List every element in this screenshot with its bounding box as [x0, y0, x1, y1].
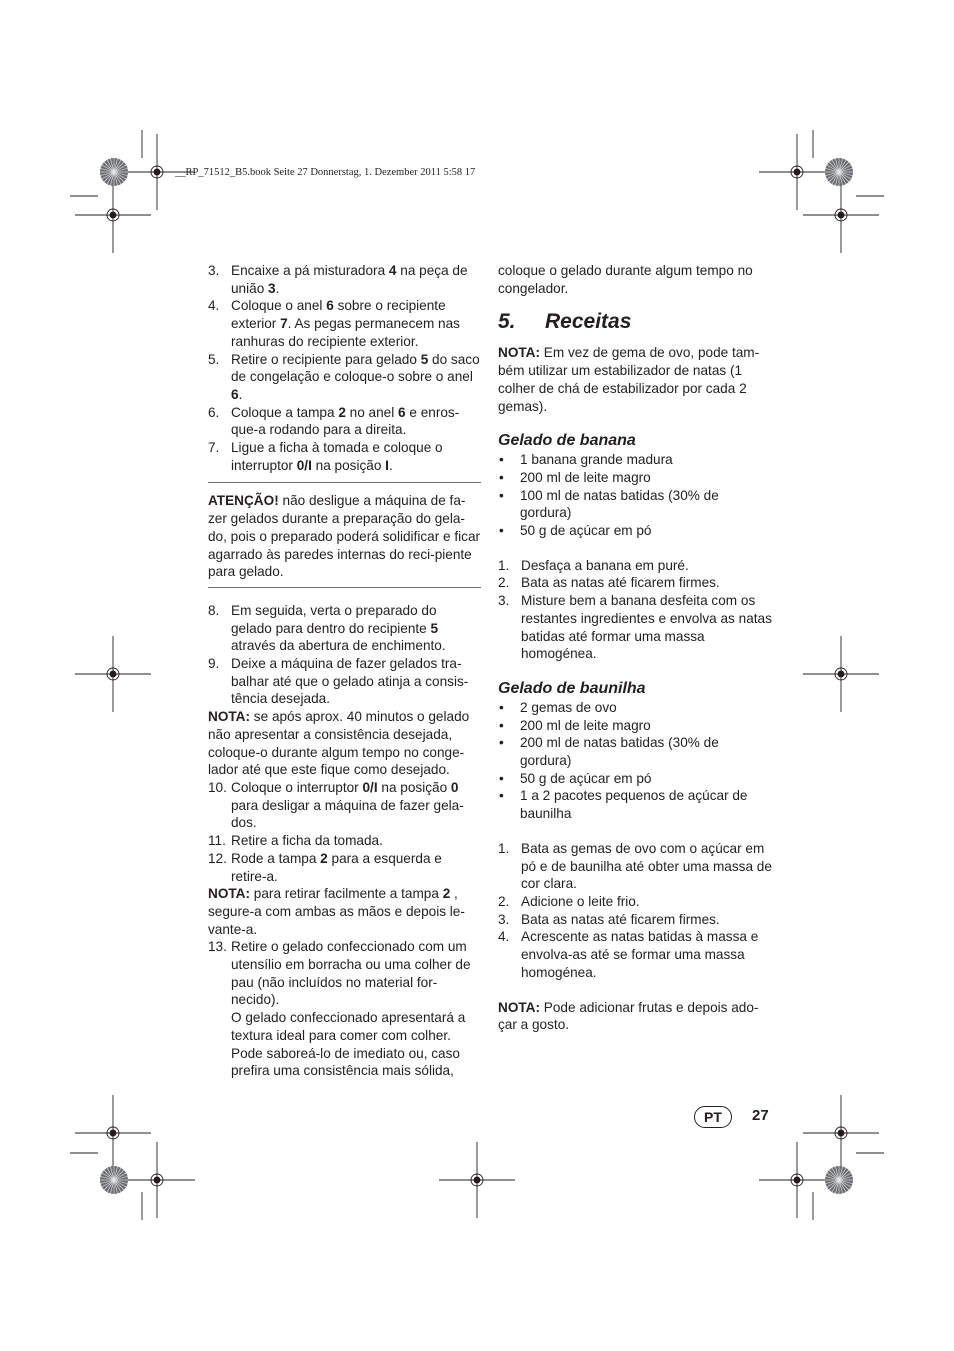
step-text: Acrescente as natas batidas à massa e envolva-as até se formar uma massa homogénea. — [521, 929, 759, 980]
instruction-step — [208, 655, 481, 708]
recipe-title-banana: Gelado de banana — [498, 432, 636, 450]
step-number: 10. — [208, 779, 227, 795]
step-text: Encaixe a pá misturadora 4 na peça de união 3. — [231, 263, 468, 296]
ingredient-item — [498, 734, 772, 769]
ingredient-text: 1 a 2 pacotes pequenos de açúcar de baunilha — [520, 788, 748, 822]
step-text: Bata as natas até ficarem firmes. — [521, 911, 720, 927]
instruction-steps-d — [208, 938, 481, 1009]
step-number: 2. — [498, 575, 510, 591]
starburst-mark-icon — [100, 1166, 128, 1194]
warning-note — [208, 492, 481, 581]
ingredient-text: 200 ml de leite magro — [520, 717, 651, 733]
crosshair-mark-icon — [439, 1142, 515, 1218]
recipe-step — [498, 574, 772, 592]
language-badge: PT — [694, 1106, 732, 1128]
starburst-mark-icon — [100, 158, 128, 186]
bullet-icon: • — [499, 452, 504, 468]
step-text: Rode a tampa 2 para a esquerda e retire-a. — [231, 850, 442, 884]
crosshair-mark-icon — [75, 177, 151, 253]
recipe-step — [498, 592, 772, 663]
final-note-text: Pode adicionar frutas e depois ado-çar a gosto. — [498, 999, 759, 1033]
ingredient-text: 200 ml de leite magro — [520, 469, 651, 485]
banana-ingredients-list — [498, 451, 772, 540]
crosshair-mark-icon — [759, 1142, 835, 1218]
section-title: Receitas — [545, 310, 632, 334]
step-number: 11. — [208, 833, 226, 849]
note-1-text: se após aprox. 40 minutos o gelado não apresentar a consistência desejada, coloque-o durante algum tempo no conge-lador até que este fique como desejado. — [208, 709, 470, 778]
crosshair-mark-icon — [803, 177, 879, 253]
print-header: __RP_71512_B5.book Seite 27 Donnerstag, 1. Dezember 2011 5:58 17 — [175, 167, 476, 178]
vanilla-ingredients-list — [498, 699, 772, 823]
bullet-icon: • — [499, 469, 504, 485]
note-1-label: NOTA: — [208, 709, 251, 725]
note-2-label: NOTA: — [208, 886, 251, 902]
final-note-label: NOTA: — [498, 999, 541, 1015]
step-text: Bata as gemas de ovo com o açúcar em pó e de baunilha até obter uma massa de cor clara. — [521, 840, 772, 892]
banana-steps-list — [498, 557, 772, 663]
recipe-step — [498, 840, 772, 893]
instruction-step — [208, 351, 481, 404]
step-number: 5. — [208, 351, 220, 367]
instruction-step — [208, 938, 481, 1009]
step-text: Retire o recipiente para gelado 5 do saco de congelação e coloque-o sobre o anel 6. — [231, 351, 480, 402]
step-text: Coloque o interruptor 0/I na posição 0 para desligar a máquina de fazer gela-dos. — [231, 779, 464, 831]
step-13-continuation-right: coloque o gelado durante algum tempo no congelador. — [498, 263, 753, 296]
bullet-icon: • — [499, 770, 504, 786]
recipe-step — [498, 928, 772, 981]
step-text: Coloque o anel 6 sobre o recipiente exterior 7. As pegas permanecem nas ranhuras do recipiente exterior. — [231, 298, 460, 349]
recipes-note-text: Em vez de gema de ovo, pode tam-bém utilizar um estabilizador de natas (1 colher de chá de estabilizador por cada 2 gemas). — [498, 345, 760, 414]
ingredient-text: 50 g de açúcar em pó — [520, 770, 652, 786]
step-number: 4. — [208, 298, 220, 314]
step-text: Desfaça a banana em puré. — [521, 557, 689, 573]
instruction-step — [208, 779, 481, 832]
ingredient-text: 50 g de açúcar em pó — [520, 523, 652, 539]
recipe-step — [498, 893, 772, 911]
page-number: 27 — [752, 1107, 769, 1124]
ingredient-item — [498, 487, 772, 522]
warning-label: ATENÇÃO! — [208, 493, 279, 509]
step-number: 3. — [498, 911, 510, 927]
step-text: Adicione o leite frio. — [521, 893, 640, 909]
step-text: Em seguida, verta o preparado do gelado para dentro do recipiente 5 através da abertura de enchimento. — [231, 602, 446, 654]
recipe-step — [498, 911, 772, 929]
step-number: 3. — [498, 593, 510, 609]
step-number: 7. — [208, 440, 220, 456]
page-footer — [694, 1106, 774, 1128]
instruction-step — [208, 262, 481, 297]
crosshair-mark-icon — [803, 1095, 879, 1171]
crosshair-mark-icon — [803, 636, 879, 712]
step-number: 12. — [208, 850, 227, 866]
instruction-step — [208, 850, 481, 885]
instruction-step — [208, 439, 481, 474]
step-number: 4. — [498, 929, 510, 945]
crosshair-mark-icon — [75, 636, 151, 712]
recipes-note-label: NOTA: — [498, 345, 541, 361]
starburst-mark-icon — [825, 158, 853, 186]
instruction-steps-a — [208, 262, 481, 474]
left-column — [208, 262, 481, 1080]
step-number: 6. — [208, 404, 220, 420]
step-text: Bata as natas até ficarem firmes. — [521, 575, 720, 591]
step-number: 2. — [498, 893, 510, 909]
ingredient-text: 100 ml de natas batidas (30% de gordura) — [520, 487, 719, 521]
instruction-steps-c — [208, 779, 481, 885]
bullet-icon: • — [499, 523, 504, 539]
ingredient-item — [498, 699, 772, 717]
warning-text: não desligue a máquina de fa-zer gelados durante a preparação do gela-do, pois o preparado poderá solidificar e ficar agarrado às paredes internas do reci-piente para gelado. — [208, 493, 481, 580]
right-column — [498, 262, 772, 1034]
step-text: Deixe a máquina de fazer gelados tra-balhar até que o gelado atinja a consis-tência desejada. — [231, 656, 469, 707]
step-number: 8. — [208, 602, 220, 618]
step-text: Ligue a ficha à tomada e coloque o interruptor 0/I na posição I. — [231, 440, 443, 473]
step-number: 13. — [208, 939, 227, 955]
ingredient-item — [498, 787, 772, 822]
ingredient-item — [498, 522, 772, 540]
instruction-step — [208, 602, 481, 655]
section-number: 5. — [498, 310, 516, 334]
ingredient-item — [498, 451, 772, 469]
ingredient-text: 1 banana grande madura — [520, 452, 673, 468]
step-text: Retire a ficha da tomada. — [231, 833, 383, 849]
note-2 — [208, 885, 481, 938]
recipes-note — [498, 344, 772, 415]
note-2-text: para retirar facilmente a tampa 2 , segure-a com ambas as mãos e depois le-vante-a. — [208, 886, 465, 937]
recipe-step — [498, 557, 772, 575]
ingredient-text: 2 gemas de ovo — [520, 699, 617, 715]
step-13-continuation: O gelado confeccionado apresentará a textura ideal para comer com colher. Pode saboreá-lo de imediato ou, caso prefira uma consistência mais sólida, — [231, 1010, 466, 1079]
crosshair-mark-icon — [759, 134, 835, 210]
bullet-icon: • — [499, 735, 504, 751]
starburst-mark-icon — [825, 1166, 853, 1194]
ingredient-item — [498, 469, 772, 487]
instruction-step — [208, 297, 481, 350]
ingredient-text: 200 ml de natas batidas (30% de gordura) — [520, 735, 719, 769]
note-1 — [208, 708, 481, 779]
step-text: Misture bem a banana desfeita com os restantes ingredientes e envolva as natas batidas até formar uma massa homogénea. — [521, 593, 772, 662]
recipe-title-vanilla: Gelado de baunilha — [498, 679, 646, 697]
step-number: 9. — [208, 656, 220, 672]
crosshair-mark-icon — [75, 1095, 151, 1171]
step-number: 1. — [498, 557, 510, 573]
instruction-step — [208, 832, 481, 850]
bullet-icon: • — [499, 788, 504, 804]
bullet-icon: • — [499, 717, 504, 733]
ingredient-item — [498, 717, 772, 735]
bullet-icon: • — [499, 487, 504, 503]
ingredient-item — [498, 770, 772, 788]
instruction-step — [208, 404, 481, 439]
crosshair-mark-icon — [119, 1142, 195, 1218]
vanilla-steps-list — [498, 840, 772, 982]
section-heading — [498, 309, 772, 335]
step-number: 3. — [208, 263, 220, 278]
step-number: 1. — [498, 840, 510, 856]
bullet-icon: • — [499, 699, 504, 715]
step-text: Coloque a tampa 2 no anel 6 e enros-que-a rodando para a direita. — [231, 404, 460, 438]
instruction-steps-b — [208, 602, 481, 708]
step-text: Retire o gelado confeccionado com um utensílio em borracha ou uma colher de pau (não incluídos no material for-necido). — [231, 939, 471, 1008]
final-note — [498, 999, 772, 1034]
